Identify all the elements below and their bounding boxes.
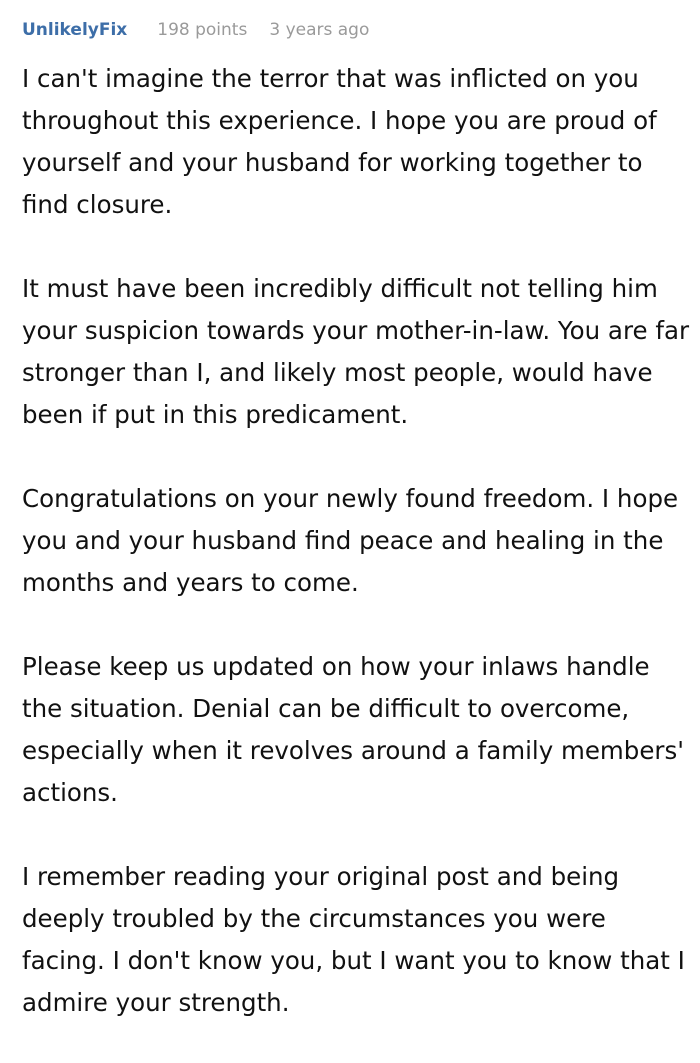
comment-points: 198 points (157, 20, 248, 40)
comment-paragraph-1: I can't imagine the terror that was inflicted on you throughout this experience. I hope you are proud of yourself and your husband for working together to find closure. (22, 64, 657, 219)
comment-timestamp: 3 years ago (269, 20, 370, 40)
comment-paragraph-5: I remember reading your original post and being deeply troubled by the circumstances you were facing. I don't know you, but I want you to know that I admire your strength. (22, 862, 685, 1017)
comment-paragraph-2: It must have been incredibly difficult not telling him your suspicion towards your mother-in-law. You are far stronger than I, and likely most people, would have been if put in this predicament. (22, 274, 690, 429)
comment-body (22, 58, 694, 1024)
comment-author-link[interactable]: UnlikelyFix (22, 20, 128, 40)
comment-meta (22, 0, 700, 58)
comment-paragraph-4: Please keep us updated on how your inlaws handle the situation. Denial can be difficult to overcome, especially when it revolves around a family members' actions. (22, 652, 684, 807)
comment-paragraph-3: Congratulations on your newly found freedom. I hope you and your husband find peace and healing in the months and years to come. (22, 484, 679, 597)
